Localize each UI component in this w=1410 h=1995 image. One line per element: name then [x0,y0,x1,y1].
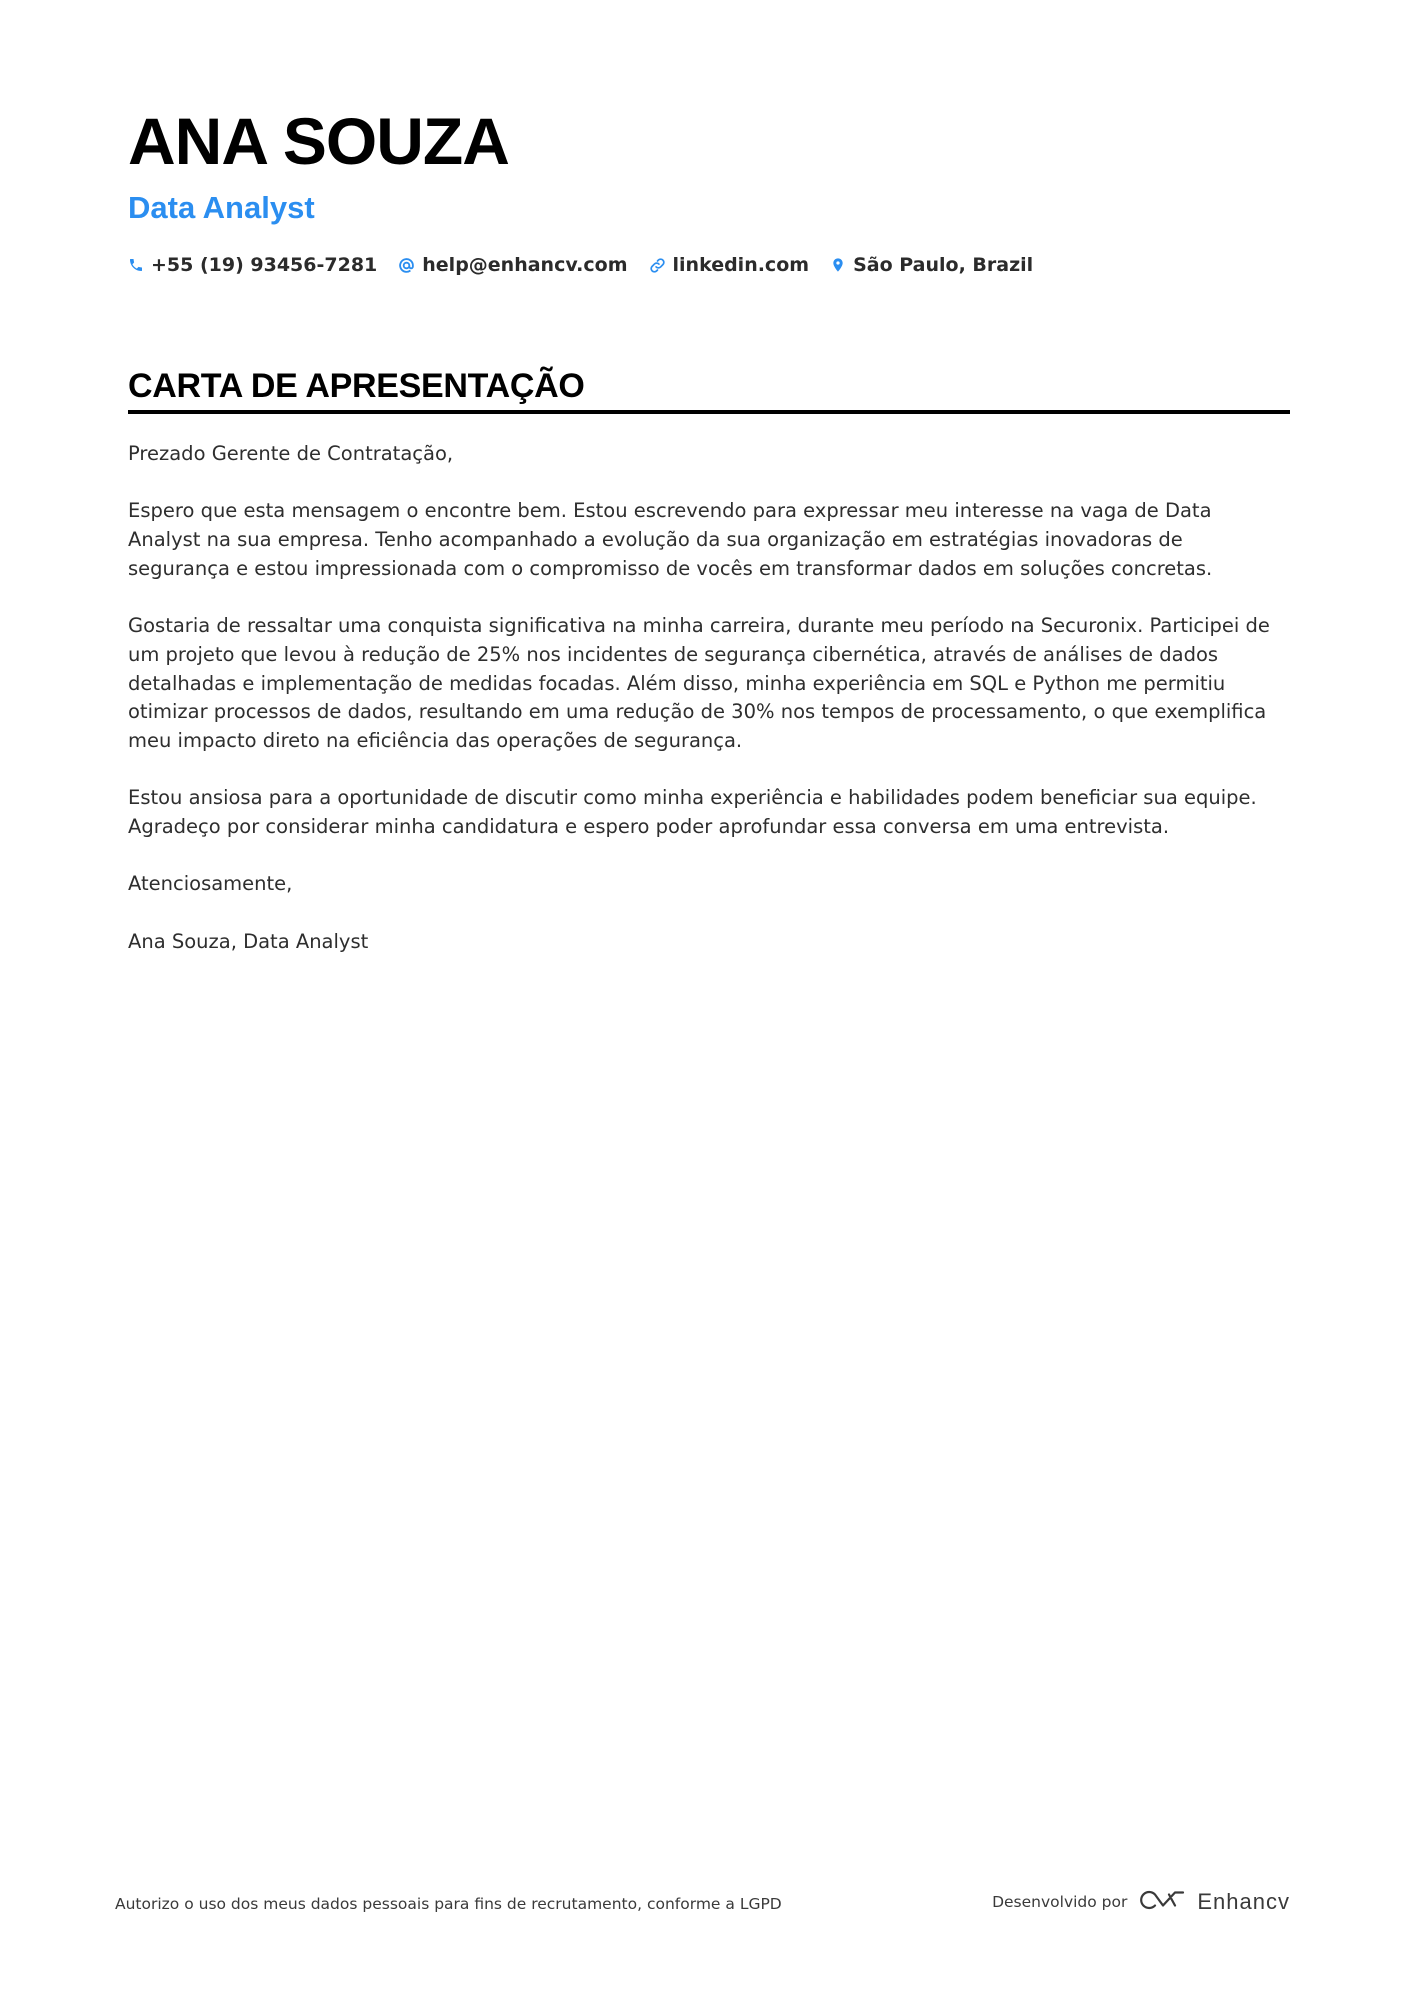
link-icon [649,257,666,274]
candidate-name: ANA SOUZA [128,104,509,178]
contact-linkedin-text: linkedin.com [672,254,810,276]
location-pin-icon [830,256,846,274]
contact-linkedin[interactable] [649,254,810,276]
brand-name: Enhancv [1197,1889,1290,1914]
letter-closing: Atenciosamente, [128,872,293,896]
letter-greeting: Prezado Gerente de Contratação, [128,442,454,465]
section-heading: CARTA DE APRESENTAÇÃO [128,367,585,405]
contact-phone[interactable] [128,254,377,276]
footer-brand[interactable] [992,1888,1290,1916]
letter-body [128,440,1290,985]
letter-paragraph: Espero que esta mensagem o encontre bem. Estou escrevendo para expressar meu interesse na vaga de Data Analyst na sua empresa. Tenho acompanhado a evolução da sua organização em estratégias inovadoras de segurança e estou impressionada com o compromisso de vocês em transformar dados em soluções concretas. [128,499,1213,580]
at-sign-icon [398,257,415,274]
contact-email-text: help@enhancv.com [422,254,628,276]
footer-consent: Autorizo o uso dos meus dados pessoais para fins de recrutamento, conforme a LGPD [115,1895,782,1913]
section-divider [128,410,1290,414]
contact-row [128,254,1033,276]
candidate-title: Data Analyst [128,190,315,225]
enhancv-logo-icon [1139,1888,1185,1916]
powered-by-label: Desenvolvido por [992,1893,1128,1911]
contact-location-text: São Paulo, Brazil [853,254,1034,276]
contact-email[interactable] [398,254,627,276]
letter-paragraph: Gostaria de ressaltar uma conquista significativa na minha carreira, durante meu período na Securonix. Participei de um projeto que levou à redução de 25% nos incidentes de segurança cibernética, através de análises de dados detalhadas e implementação de medidas focadas. Além disso, minha experiência em SQL e Python me permitiu otimizar processos de dados, resultando em uma redução de 30% nos tempos de processamento, o que exemplifica meu impacto direto na eficiência das operações de segurança. [128,614,1270,752]
phone-icon [128,257,144,273]
contact-phone-text: +55 (19) 93456-7281 [151,254,378,276]
letter-signature: Ana Souza, Data Analyst [128,929,369,953]
letter-paragraph: Estou ansiosa para a oportunidade de discutir como minha experiência e habilidades podem beneficiar sua equipe. Agradeço por considerar minha candidatura e espero poder aprofundar essa conversa em uma entrevista. [128,786,1257,839]
contact-location [830,254,1033,276]
